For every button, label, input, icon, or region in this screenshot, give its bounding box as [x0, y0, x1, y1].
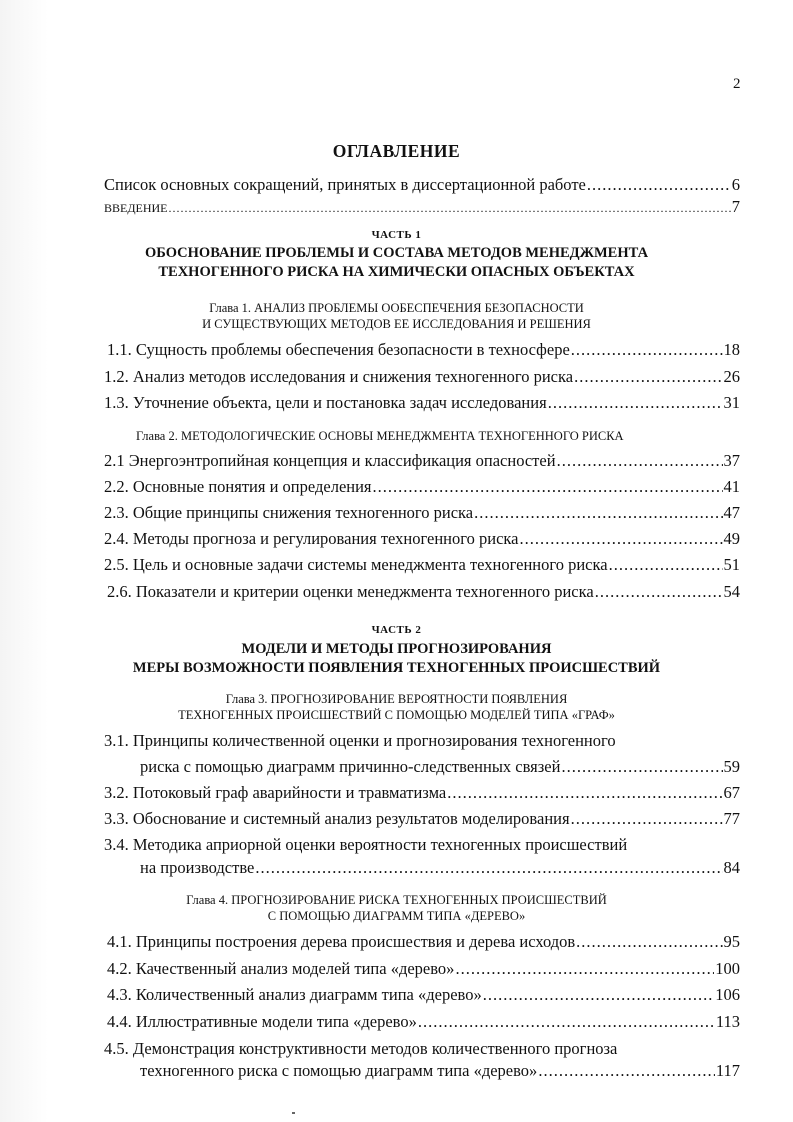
chapter2-heading: Глава 2. МЕТОДОЛОГИЧЕСКИЕ ОСНОВЫ МЕНЕДЖМЕНТА ТЕХНОГЕННОГО РИСКА [136, 429, 624, 443]
toc-entry-4-3[interactable]: 4.3. Количественный анализ диаграмм типа «дерево» ..... 106 [107, 985, 740, 1005]
toc-entry-1-3[interactable]: 1.3. Уточнение объекта, цели и постановка задач исследования ..... 31 [104, 393, 740, 413]
chapter3-heading-line2: ТЕХНОГЕННЫХ ПРОИСШЕСТВИЙ С ПОМОЩЬЮ МОДЕЛЕЙ ТИПА «ГРАФ» [178, 708, 615, 722]
scan-speck [292, 1112, 295, 1114]
scan-shadow [0, 0, 48, 1122]
toc-entry-4-4[interactable]: 4.4. Иллюстративные модели типа «дерево» ..... 113 [107, 1012, 740, 1032]
chapter3-heading-line1: Глава 3. ПРОГНОЗИРОВАНИЕ ВЕРОЯТНОСТИ ПОЯВЛЕНИЯ [225, 692, 568, 706]
part1-title-line1: ОБОСНОВАНИЕ ПРОБЛЕМЫ И СОСТАВА МЕТОДОВ МЕНЕДЖМЕНТА [144, 245, 649, 261]
toc-entry-2-1[interactable]: 2.1 Энергоэнтропийная концепция и классификация опасностей ..... 37 [104, 451, 740, 471]
chapter4-heading-line1: Глава 4. ПРОГНОЗИРОВАНИЕ РИСКА ТЕХНОГЕННЫХ ПРОИСШЕСТВИЙ [186, 893, 607, 907]
part2-title-line1: МОДЕЛИ И МЕТОДЫ ПРОГНОЗИРОВАНИЯ [241, 641, 552, 657]
toc-title: ОГЛАВЛЕНИЕ [332, 141, 461, 161]
toc-entry-4-5-line1[interactable]: 4.5. Демонстрация конструктивности методов количественного прогноза [104, 1039, 618, 1058]
toc-entry-4-1[interactable]: 4.1. Принципы построения дерева происшествия и дерева исходов ..... 95 [107, 932, 740, 952]
toc-entry-2-2[interactable]: 2.2. Основные понятия и определения ..... 41 [104, 477, 740, 497]
toc-entry-4-2[interactable]: 4.2. Качественный анализ моделей типа «дерево» ..... 100 [107, 959, 740, 979]
part2-label: ЧАСТЬ 2 [371, 624, 422, 636]
toc-entry-abbreviations[interactable]: Список основных сокращений, принятых в диссертационной работе ..... 6 [104, 175, 740, 195]
toc-entry-4-5[interactable]: техногенного риска с помощью диаграмм типа «дерево» ..... 117 [140, 1061, 740, 1081]
toc-entry-2-5[interactable]: 2.5. Цель и основные задачи системы менеджмента техногенного риска ..... 51 [104, 555, 740, 575]
chapter1-heading-line1: Глава 1. АНАЛИЗ ПРОБЛЕМЫ ООБЕСПЕЧЕНИЯ БЕЗОПАСНОСТИ [209, 301, 584, 315]
part1-label: ЧАСТЬ 1 [371, 229, 422, 241]
page-number: 2 [733, 76, 741, 92]
chapter4-heading-line2: С ПОМОЩЬЮ ДИАГРАММ ТИПА «ДЕРЕВО» [267, 909, 526, 923]
toc-entry-introduction[interactable]: ВВЕДЕНИЕ ..... 7 [104, 197, 740, 217]
toc-entry-2-4[interactable]: 2.4. Методы прогноза и регулирования техногенного риска ..... 49 [104, 529, 740, 549]
toc-entry-1-1[interactable]: 1.1. Сущность проблемы обеспечения безопасности в техносфере ..... 18 [107, 340, 740, 360]
toc-entry-3-2[interactable]: 3.2. Потоковый граф аварийности и травматизма ..... 67 [104, 783, 740, 803]
part2-title-line2: МЕРЫ ВОЗМОЖНОСТИ ПОЯВЛЕНИЯ ТЕХНОГЕННЫХ ПРОИСШЕСТВИЙ [132, 660, 661, 676]
toc-entry-3-3[interactable]: 3.3. Обоснование и системный анализ результатов моделирования ..... 77 [104, 809, 740, 829]
toc-entry-3-4-line1[interactable]: 3.4. Методика априорной оценки вероятности техногенных происшествий [104, 835, 628, 854]
chapter1-heading-line2: И СУЩЕСТВУЮЩИХ МЕТОДОВ ЕЕ ИССЛЕДОВАНИЯ И РЕШЕНИЯ [202, 317, 591, 331]
part1-title-line2: ТЕХНОГЕННОГО РИСКА НА ХИМИЧЕСКИ ОПАСНЫХ ОБЪЕКТАХ [158, 264, 635, 280]
toc-entry-2-3[interactable]: 2.3. Общие принципы снижения техногенного риска ..... 47 [104, 503, 740, 523]
toc-entry-3-4[interactable]: на производстве ..... 84 [140, 858, 740, 878]
toc-entry-3-1-line1[interactable]: 3.1. Принципы количественной оценки и прогнозирования техногенного [104, 731, 616, 750]
toc-entry-1-2[interactable]: 1.2. Анализ методов исследования и снижения техногенного риска ..... 26 [104, 367, 740, 387]
toc-entry-2-6[interactable]: 2.6. Показатели и критерии оценки менеджмента техногенного риска ..... 54 [107, 582, 740, 602]
toc-entry-3-1[interactable]: риска с помощью диаграмм причинно-следственных связей ..... 59 [140, 757, 740, 777]
